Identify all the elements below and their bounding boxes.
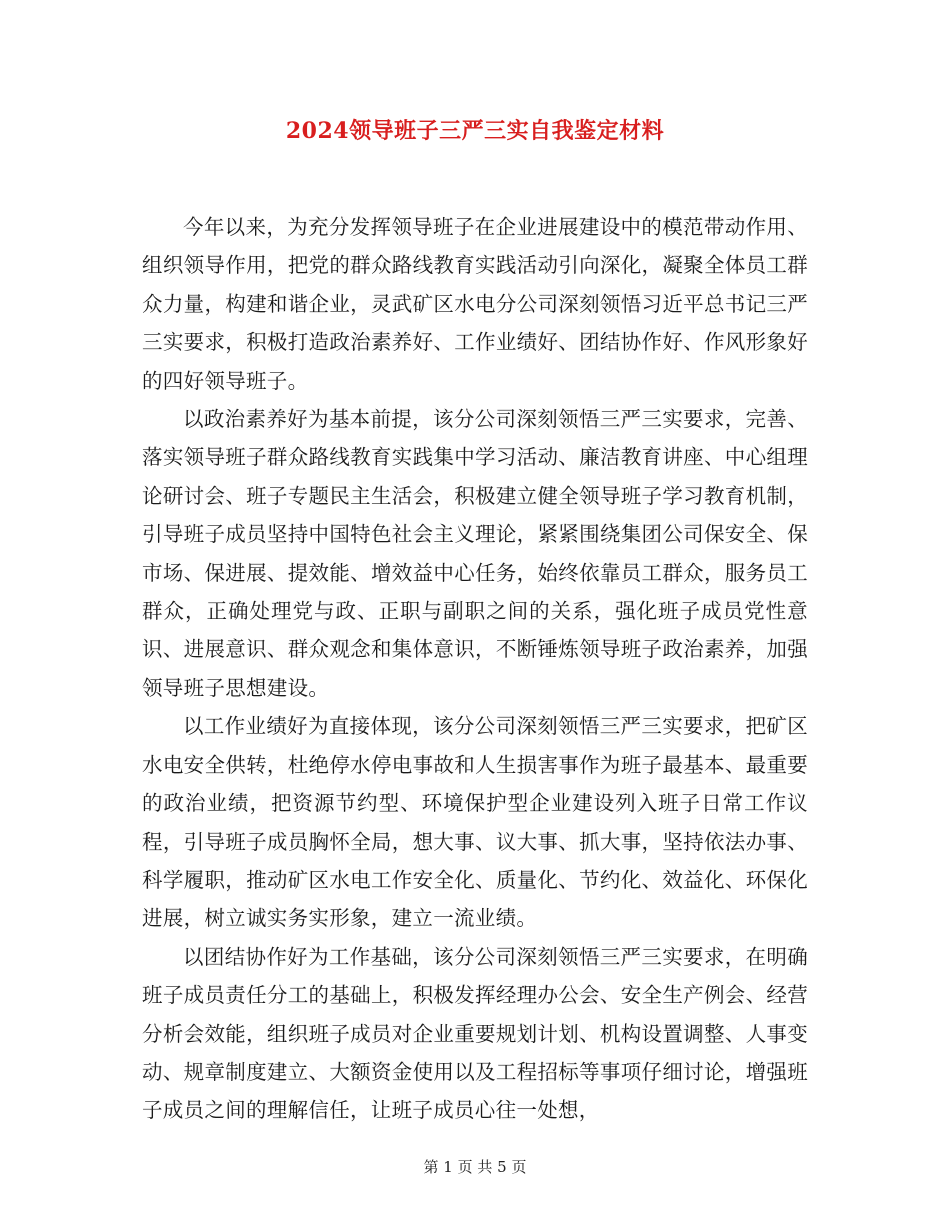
document-body	[142, 208, 808, 1130]
page-footer: 第 1 页 共 5 页	[423, 1158, 527, 1176]
paragraph: 今年以来，为充分发挥领导班子在企业进展建设中的模范带动作用、组织领导作用，把党的群众路线教育实践活动引向深化，凝聚全体员工群众力量，构建和谐企业，灵武矿区水电分公司深刻领悟习近平总书记三严三实要求，积极打造政治素养好、工作业绩好、团结协作好、作风形象好的四好领导班子。	[142, 215, 808, 393]
paragraph: 以工作业绩好为直接体现，该分公司深刻领悟三严三实要求，把矿区水电安全供转，杜绝停水停电事故和人生损害事作为班子最基本、最重要的政治业绩，把资源节约型、环境保护型企业建设列入班子日常工作议程，引导班子成员胸怀全局，想大事、议大事、抓大事，坚持依法办事、科学履职，推动矿区水电工作安全化、质量化、节约化、效益化、环保化进展，树立诚实务实形象，建立一流业绩。	[142, 714, 808, 931]
paragraph: 以团结协作好为工作基础，该分公司深刻领悟三严三实要求，在明确班子成员责任分工的基础上，积极发挥经理办公会、安全生产例会、经营分析会效能，组织班子成员对企业重要规划计划、机构设置调整、人事变动、规章制度建立、大额资金使用以及工程招标等事项仔细讨论，增强班子成员之间的理解信任，让班子成员心往一处想，	[142, 944, 808, 1123]
document-title: 2024领导班子三严三实自我鉴定材料	[285, 118, 665, 144]
paragraph: 以政治素养好为基本前提，该分公司深刻领悟三严三实要求，完善、落实领导班子群众路线教育实践集中学习活动、廉洁教育讲座、中心组理论研讨会、班子专题民主生活会，积极建立健全领导班子学习教育机制，引导班子成员坚持中国特色社会主义理论，紧紧围绕集团公司保安全、保市场、保进展、提效能、增效益中心任务，始终依靠员工群众，服务员工群众，正确处理党与政、正职与副职之间的关系，强化班子成员党性意识、进展意识、群众观念和集体意识，不断锤炼领导班子政治素养，加强领导班子思想建设。	[142, 407, 808, 700]
